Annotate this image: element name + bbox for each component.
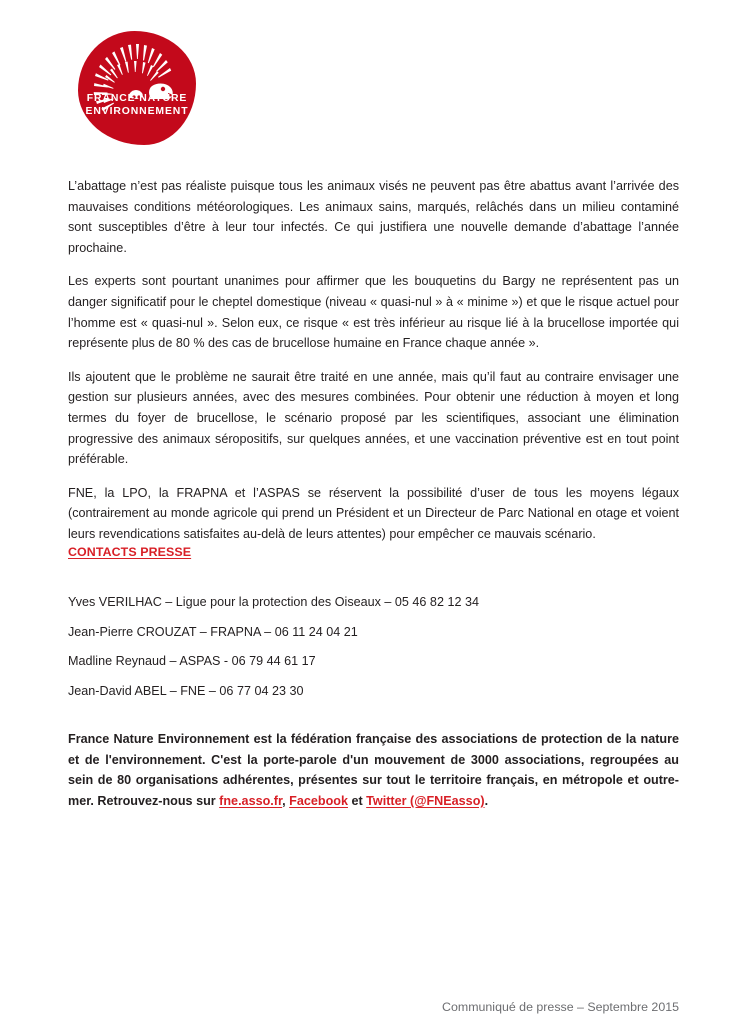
link-fne-asso-fr[interactable]: fne.asso.fr	[219, 793, 283, 808]
list-item: Jean-Pierre CROUZAT – FRAPNA – 06 11 24 04 21	[68, 624, 358, 639]
hedgehog-icon	[78, 31, 196, 145]
logo-wordmark-line1: FRANCE NATURE	[86, 93, 188, 104]
logo-wordmark-line2: ENVIRONNEMENT	[85, 105, 189, 117]
link-twitter[interactable]: Twitter (@FNEasso)	[366, 793, 485, 808]
paragraph-3: Ils ajoutent que le problème ne saurait être traité en une année, mais qu’il faut au contraire envisager une gestion sur plusieurs années, avec des mesures combinées. Pour obtenir une réduction à moyen et long termes du foyer de brucellose, le scénario proposé par les scientifiques, associant une élimination progressive des animaux séropositifs, sur quelques années, et une vaccination préventive est en tout point préférable.	[68, 369, 679, 467]
blurb-separator-1: ,	[282, 793, 290, 808]
paragraph-1: L’abattage n’est pas réaliste puisque tous les animaux visés ne peuvent pas être abattus avant l’arrivée des mauvaises conditions météorologiques. Les animaux sains, marqués, relâchés dans un milieu contaminé sont susceptibles d’être à leur tour infectés. Ce qui justifiera une nouvelle demande d’abattage l’année prochaine.	[68, 179, 679, 255]
blurb-separator-2: et	[347, 793, 367, 808]
logo-wordmark	[78, 93, 196, 118]
list-item: Jean-David ABEL – FNE – 06 77 04 23 30	[68, 683, 304, 698]
france-nature-environnement-logo	[78, 31, 196, 145]
page-footer: Communiqué de presse – Septembre 2015	[442, 1000, 679, 1014]
blurb-text: France Nature Environnement est la fédération française des associations de protection de la nature et de l'environnement. C'est la porte-parole d'un mouvement de 3000 associations, regroupées au sein de 80 organisations adhérentes, présentes sur tout le territoire français, en métropole et outre-mer. Retrouvez-nous sur	[68, 732, 679, 808]
document-body	[68, 176, 679, 545]
link-facebook[interactable]: Facebook	[289, 793, 348, 808]
list-item: Madline Reynaud – ASPAS - 06 79 44 61 17	[68, 654, 316, 669]
contacts-presse-heading: CONTACTS PRESSE	[68, 545, 192, 559]
blurb-text-end: .	[484, 793, 489, 808]
list-item: Yves VERILHAC – Ligue pour la protection des Oiseaux – 05 46 82 12 34	[68, 595, 479, 609]
paragraph-4: FNE, la LPO, la FRAPNA et l’ASPAS se réservent la possibilité d’user de tous les moyens légaux (contrairement au monde agricole qui prend un Président et un Directeur de Parc National en otage et voient leurs revendications satisfaites au-delà de leurs attentes) pour empêcher ce mauvais scénario.	[68, 485, 679, 541]
about-organisation-blurb	[68, 729, 679, 811]
contacts-list	[68, 592, 679, 701]
paragraph-2: Les experts sont pourtant unanimes pour affirmer que les bouquetins du Bargy ne représentent pas un danger significatif pour le cheptel domestique (niveau « quasi-nul » à « minime ») et que le risque actuel pour l’homme est « quasi-nul ». Selon eux, ce risque « est très inférieur au risque lié à la brucellose importée qui représente plus de 80 % des cas de brucellose humaine en France chaque année ».	[68, 274, 679, 351]
